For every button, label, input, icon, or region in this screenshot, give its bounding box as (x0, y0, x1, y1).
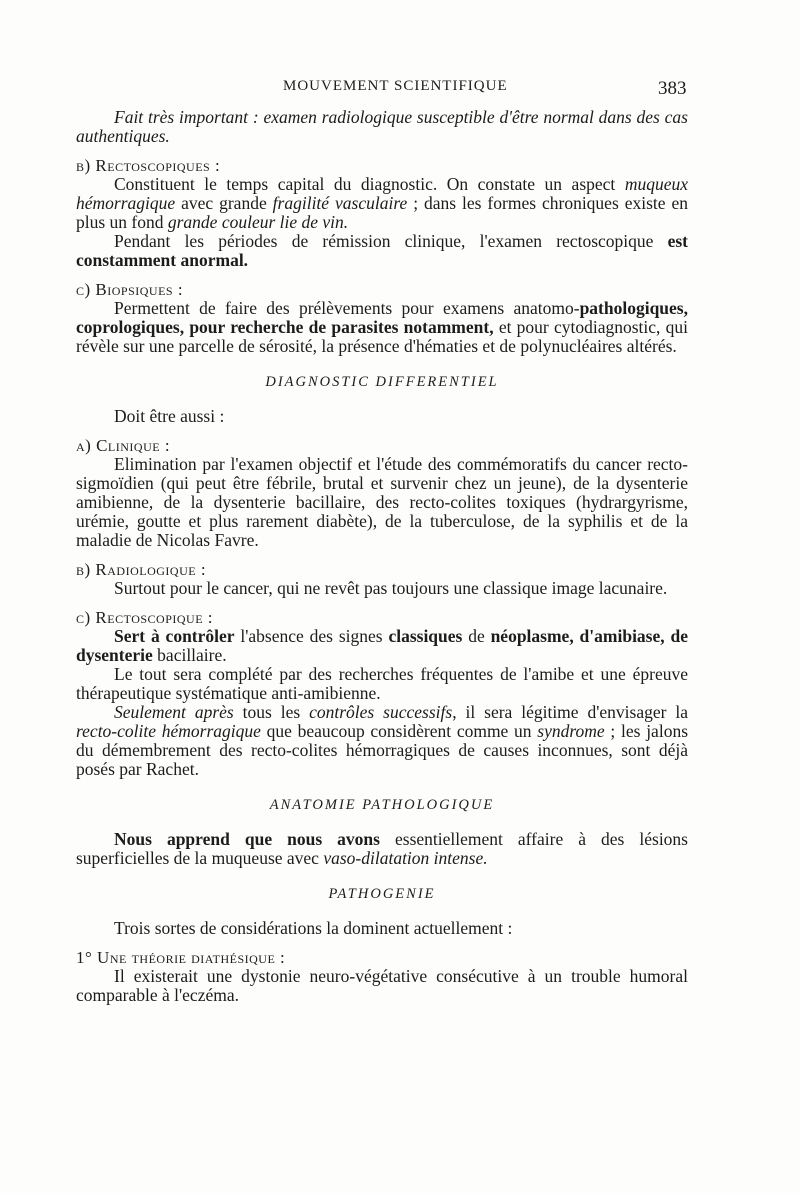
text-span: Permettent de faire des prélèvements pour examens anatomo- (114, 298, 580, 318)
text-span: , il sera légitime d'envisager la (452, 702, 688, 722)
subheading-rectoscopique: c) Rectoscopique : (76, 608, 214, 627)
paragraph-sert (76, 627, 688, 665)
text-span: ; les jalons du démembrement des recto-colites hémorragiques de causes inconnues, sont déjà posés par Rachet. (76, 721, 689, 779)
section-heading-diagnostic: DIAGNOSTIC DIFFERENTIEL (265, 374, 499, 390)
text-span: l'absence des signes (234, 626, 389, 646)
text-span: classiques (388, 626, 463, 646)
paragraph-tout: Le tout sera complété par des recherches fréquentes de l'amibe et une épreuve thérapeutique systématique anti-amibienne. (76, 664, 688, 703)
section-heading-anatomie: ANATOMIE PATHOLOGIQUE (269, 797, 495, 813)
paragraph-doit: Doit être aussi : (114, 406, 225, 426)
text-span: que beaucoup considèrent comme un (260, 721, 538, 741)
text-span: pathologiques, coprologiques, pour recherche de parasites notamment, (76, 298, 688, 337)
running-head: MOUVEMENT SCIENTIFIQUE (283, 78, 508, 94)
text-span: recto-colite hémorragique (76, 721, 261, 741)
subheading-biopsiques: c) Biopsiques : (76, 280, 184, 299)
paragraph-seulement (76, 703, 688, 779)
text-span: essentiellement affaire à des lésions superficielles de la muqueuse avec (76, 829, 688, 868)
paragraph-dystonie: Il existerait une dystonie neuro-végétative consécutive à un trouble humoral comparable à l'eczéma. (76, 966, 688, 1005)
text-span: muqueux hémorragique (76, 174, 688, 213)
text-span: Seulement après (114, 702, 234, 722)
paragraph-rectoscopiques (76, 175, 688, 232)
text-span: ; dans les formes chroniques existe en plus un fond (76, 193, 688, 232)
paragraph-clinique: Elimination par l'examen objectif et l'étude des commémoratifs du cancer recto-sigmoïdien (qui peut être fébrile, brutal et survenir chez un jeune), de la dysenterie amibienne, de la dysenterie bacillaire, des recto-colites toxiques (hydrargyrisme, urémie, goutte et plus rarement diabète), de la tuberculose, de la syphilis et de la maladie de Nicolas Favre. (76, 454, 688, 550)
text-span: Pendant les périodes de rémission clinique, l'examen rectoscopique (114, 231, 654, 251)
text-span: bacillaire. (152, 645, 227, 665)
subheading-clinique: a) Clinique : (76, 436, 171, 455)
subheading-theorie: 1° Une théorie diathésique : (76, 948, 286, 967)
text-span: Constituent le temps capital du diagnostic. On constate un aspect (114, 174, 625, 194)
paragraph-important: Fait très important : examen radiologique susceptible d'être normal dans des cas authentiques. (76, 107, 688, 146)
text-span: Sert à contrôler (114, 626, 235, 646)
text-span: tous les (233, 702, 310, 722)
text-span: vaso-dilatation intense. (323, 848, 488, 868)
text-span: est constamment anormal. (76, 231, 689, 270)
page-body (76, 108, 688, 1005)
text-span: syndrome (537, 721, 605, 741)
text-span: grande couleur lie de vin. (167, 212, 349, 232)
subheading-rectoscopiques: b) Rectoscopiques : (76, 156, 221, 175)
paragraph-radiologique: Surtout pour le cancer, qui ne revêt pas toujours une classique image lacunaire. (114, 578, 668, 598)
paragraph-remission (76, 232, 688, 270)
text-span: néoplasme, d'amibiase, de dysenterie (76, 626, 688, 665)
page-header (0, 78, 800, 102)
subheading-radiologique: b) Radiologique : (76, 560, 207, 579)
text-span: et pour cytodiagnostic, qui révèle sur une parcelle de sérosité, la présence d'hématies et de polynucléaires altérés. (76, 317, 688, 356)
section-heading-pathogenie: PATHOGENIE (328, 886, 436, 902)
paragraph-nous (76, 830, 688, 868)
text-span: fragilité vasculaire (272, 193, 408, 213)
text-span: de (462, 626, 491, 646)
page-number: 383 (658, 78, 687, 99)
text-span: avec grande (175, 193, 273, 213)
text-span: contrôles successifs (309, 702, 453, 722)
paragraph-trois: Trois sortes de considérations la dominent actuellement : (114, 918, 513, 938)
paragraph-biopsiques (76, 299, 688, 356)
text-span: Nous apprend que nous avons (114, 829, 380, 849)
